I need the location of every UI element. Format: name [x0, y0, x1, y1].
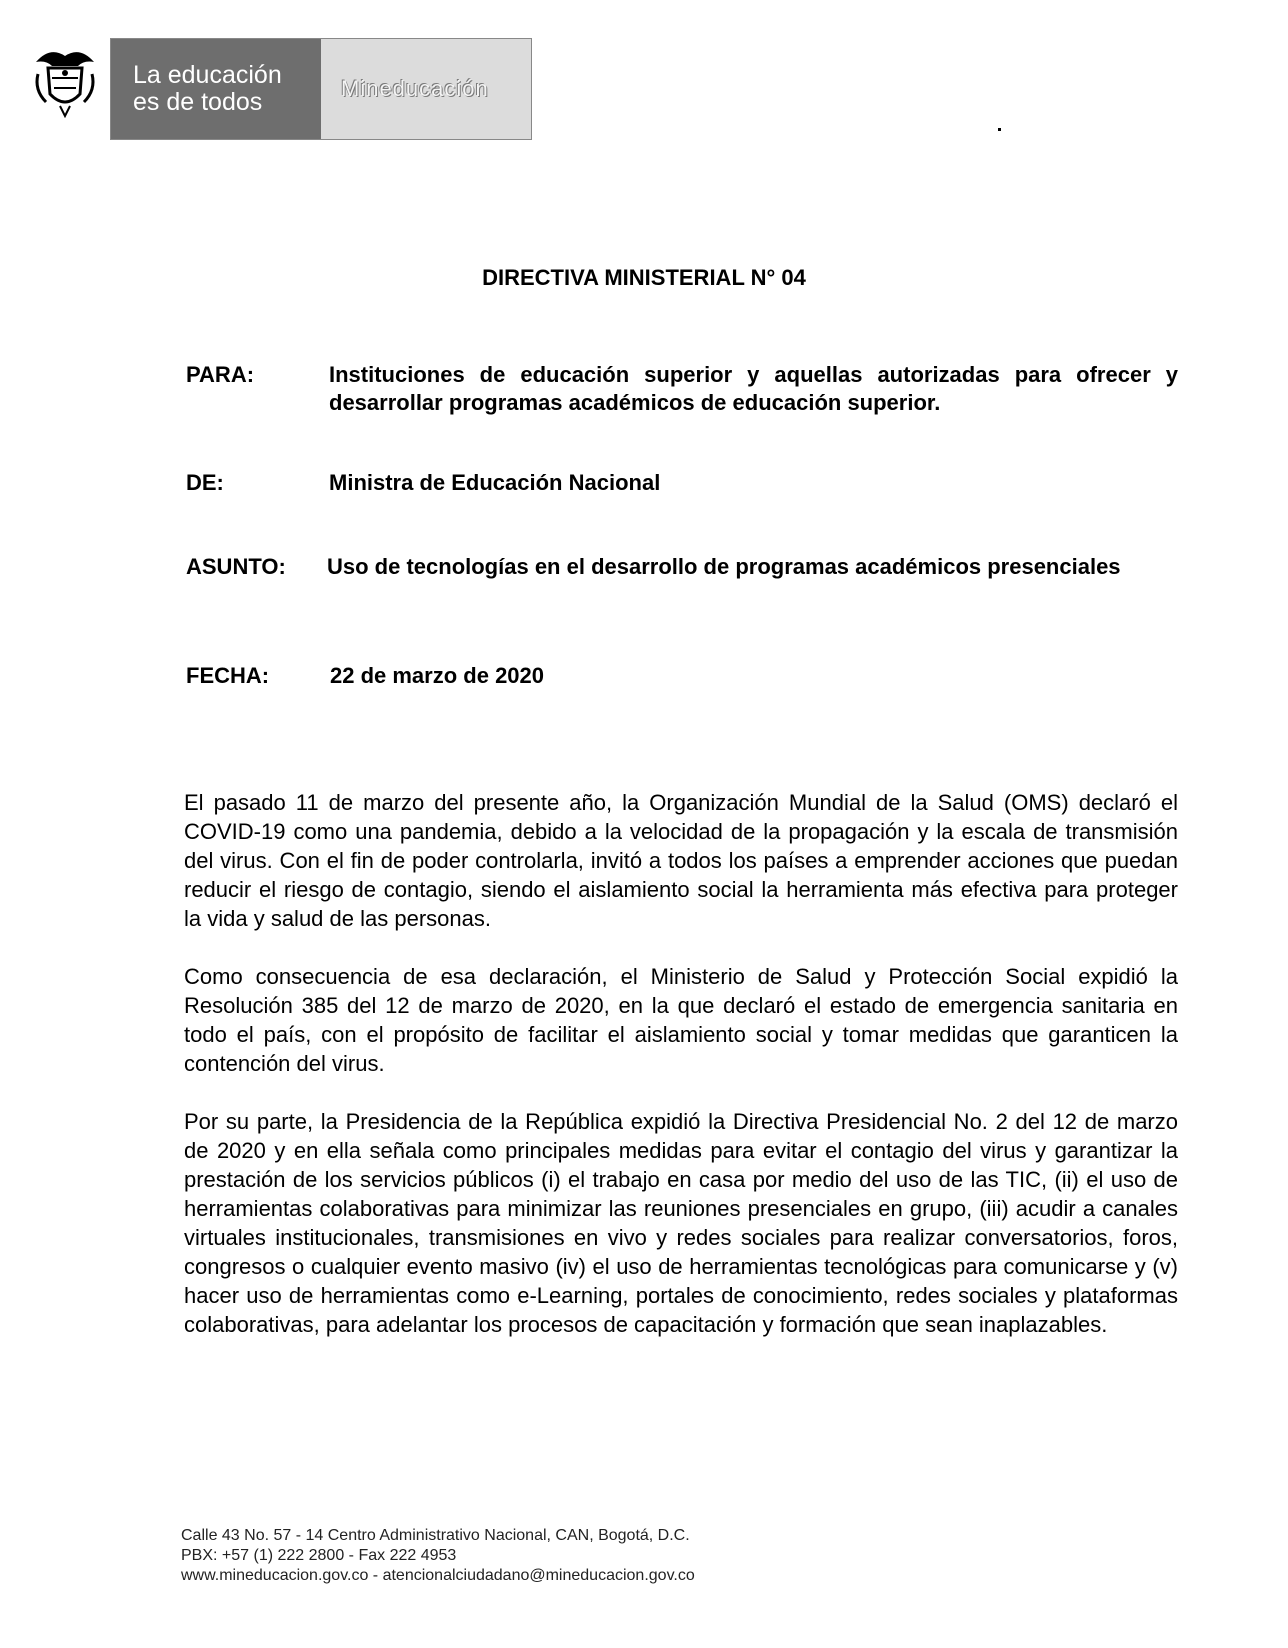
slogan-line-1: La educación — [133, 61, 282, 89]
body-paragraph: El pasado 11 de marzo del presente año, la Organización Mundial de la Salud (OMS) declaró el COVID-19 como una pandemia, debido a la velocidad de la propagación y la escala de transmisión del virus. Con el fin de poder controlarla, invitó a todos los países a emprender acciones que puedan reducir el riesgo de contagio, siendo el aislamiento social la herramienta más efectiva para proteger la vida y salud de las personas. — [184, 790, 1178, 931]
document-title: DIRECTIVA MINISTERIAL N° 04 — [482, 265, 806, 290]
footer-phone: PBX: +57 (1) 222 2800 - Fax 222 4953 — [181, 1547, 457, 1564]
ministry-logo — [321, 39, 531, 139]
field-label: ASUNTO: — [186, 554, 286, 579]
header-banner — [110, 38, 532, 140]
body-paragraph: Por su parte, la Presidencia de la República expidió la Directiva Presidencial No. 2 del 12 de marzo de 2020 y en ella señala como principales medidas para evitar el contagio del virus y garantizar la prestación de los servicios públicos (i) el trabajo en casa por medio del uso de las TIC, (ii) el uso de herramientas colaborativas para minimizar las reuniones presenciales en grupo, (iii) acudir a canales virtuales institucionales, transmisiones en vivo y redes sociales para realizar conversatorios, foros, congresos o cualquier evento masivo (iv) el uso de herramientas tecnológicas para comunicarse y (v) hacer uso de herramientas como e-Learning, portales de conocimiento, redes sociales y plataformas colaborativas, para adelantar los procesos de capacitación y formación que sean inaplazables. — [184, 1109, 1178, 1337]
footer-web: www.mineducacion.gov.co - atencionalciudadano@mineducacion.gov.co — [181, 1567, 695, 1584]
footer-contact — [181, 1526, 695, 1586]
field-value: Instituciones de educación superior y aquellas autorizadas para ofrecer y desarrollar programas académicos de educación superior. — [329, 362, 1178, 415]
field-label: DE: — [186, 470, 224, 495]
slogan-logo — [111, 39, 321, 139]
body-paragraph: Como consecuencia de esa declaración, el Ministerio de Salud y Protección Social expidió la Resolución 385 del 12 de marzo de 2020, en la que declaró el estado de emergencia sanitaria en todo el país, con el propósito de facilitar el aislamiento social y tomar medidas que garanticen la contención del virus. — [184, 964, 1178, 1076]
field-label: PARA: — [186, 362, 255, 387]
scan-speck — [998, 128, 1001, 131]
field-label: FECHA: — [186, 663, 270, 688]
coat-of-arms-icon — [30, 44, 100, 118]
slogan-line-2: es de todos — [133, 88, 263, 116]
footer-address: Calle 43 No. 57 - 14 Centro Administrativo Nacional, CAN, Bogotá, D.C. — [181, 1527, 690, 1544]
field-value: 22 de marzo de 2020 — [330, 663, 545, 688]
field-value: Ministra de Educación Nacional — [329, 470, 661, 495]
field-value: Uso de tecnologías en el desarrollo de programas académicos presenciales — [327, 554, 1121, 579]
ministry-logo-text: Mineducación — [341, 76, 489, 101]
